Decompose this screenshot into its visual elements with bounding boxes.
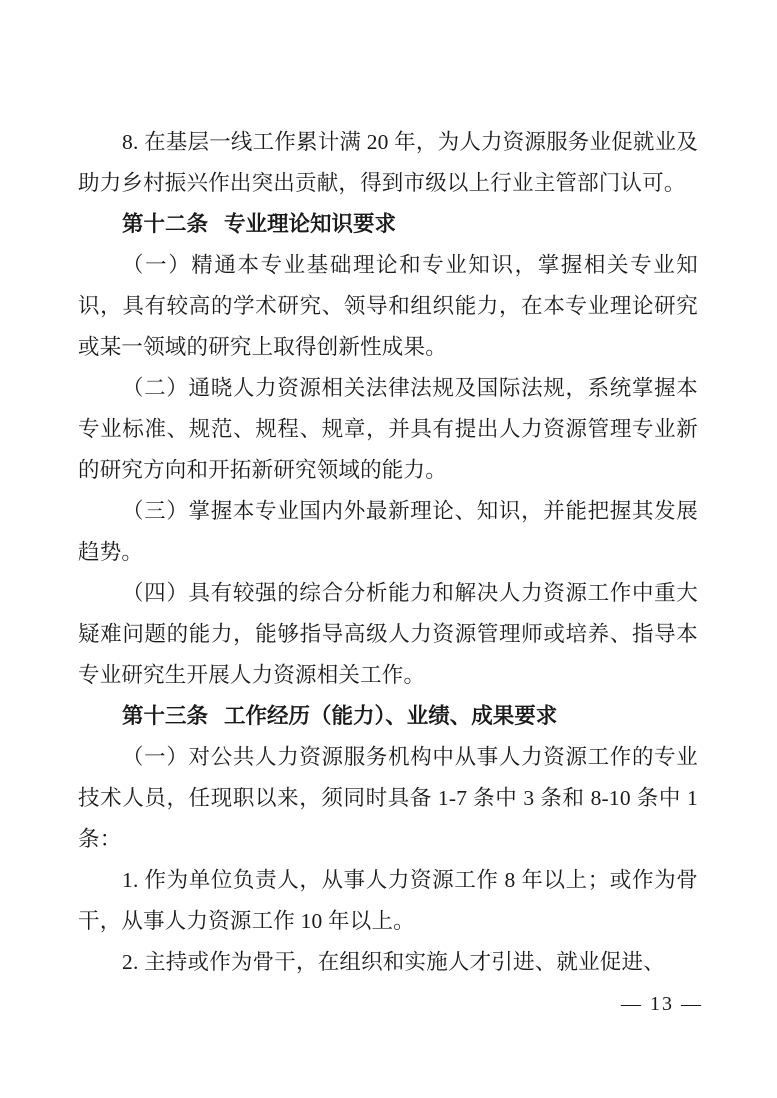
paragraph-article-12-item-3: （三）掌握本专业国内外最新理论、知识，并能把握其发展趋势。 (78, 499, 698, 564)
heading-article-12-text: 专业理论知识要求 (224, 212, 397, 236)
heading-article-12 (78, 204, 698, 245)
paragraph-article-12-item-4: （四）具有较强的综合分析能力和解决人力资源工作中重大疑难问题的能力，能够指导高级人力资源管理师或培养、指导本专业研究生开展人力资源相关工作。 (78, 581, 698, 687)
heading-article-13-title: 第十三条 (122, 704, 209, 728)
paragraph-item-8: 8. 在基层一线工作累计满 20 年，为人力资源服务业促就业及助力乡村振兴作出突出贡献，得到市级以上行业主管部门认可。 (78, 130, 698, 195)
paragraph-article-13-sub-2: 2. 主持或作为骨干，在组织和实施人才引进、就业促进、 (122, 950, 665, 974)
paragraph-article-12-item-1: （一）精通本专业基础理论和专业知识，掌握相关专业知识，具有较高的学术研究、领导和组织能力，在本专业理论研究或某一领域的研究上取得创新性成果。 (78, 253, 698, 359)
heading-article-12-title: 第十二条 (122, 212, 209, 236)
heading-article-13 (78, 696, 698, 737)
paragraph-article-12-item-2: （二）通晓人力资源相关法律法规及国际法规，系统掌握本专业标准、规范、规程、规章，并具有提出人力资源管理专业新的研究方向和开拓新研究领域的能力。 (78, 376, 698, 482)
heading-article-13-text: 工作经历（能力）、业绩、成果要求 (224, 704, 558, 728)
paragraph-article-13-item-1: （一）对公共人力资源服务机构中从事人力资源工作的专业技术人员，任现职以来，须同时具备 1-7 条中 3 条和 8-10 条中 1 条： (78, 745, 698, 851)
page-number: — 13 — (621, 993, 703, 1015)
paragraph-article-13-sub-1: 1. 作为单位负责人，从事人力资源工作 8 年以上；或作为骨干，从事人力资源工作 10 年以上。 (78, 868, 698, 933)
document-body (78, 122, 698, 983)
